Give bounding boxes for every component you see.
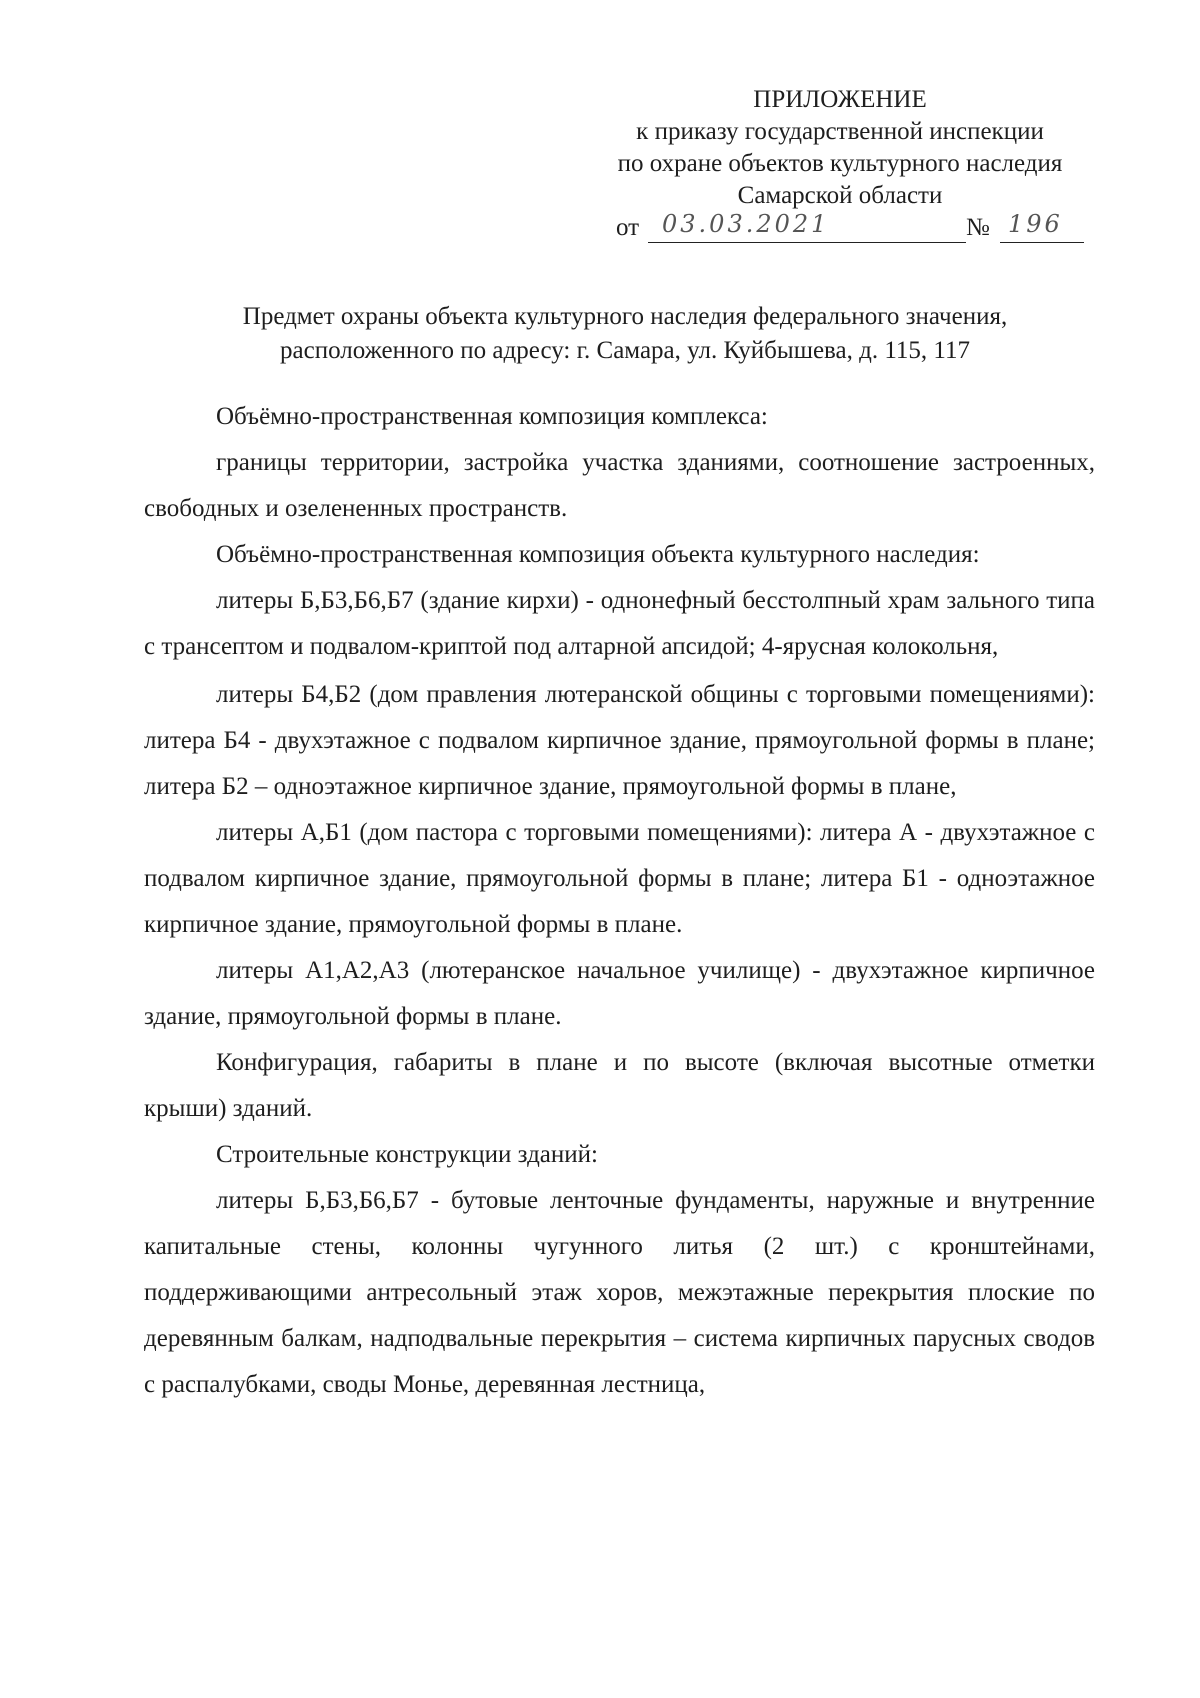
title-line-1: Предмет охраны объекта культурного наследия федерального значения,	[242, 303, 1008, 330]
title-line-2: расположенного по адресу: г. Самара, ул. Куйбышева, д. 115, 117	[280, 337, 970, 364]
document-body	[144, 394, 1095, 1408]
order-date-field	[648, 212, 966, 243]
paragraph: литеры Б4,Б2 (дом правления лютеранской общины с торговыми помещениями): литера Б4 - двухэтажное с подвалом кирпичное здание, прямоугольной формы в плане; литера Б2 – одноэтажное кирпичное здание, прямоугольной формы в плане,	[144, 681, 1095, 800]
paragraph: границы территории, застройка участка зданиями, соотношение застроенных, свободных и озелененных пространств.	[144, 449, 1095, 522]
appendix-line-3: Самарской области	[737, 182, 943, 209]
order-reference-line	[616, 212, 1086, 246]
document-title	[150, 300, 1100, 368]
paragraph: литеры Б,Б3,Б6,Б7 - бутовые ленточные фундаменты, наружные и внутренние капитальные стены, колонны чугунного литья (2 шт.) с кронштейнами, поддерживающими антресольный этаж хоров, межэтажные перекрытия плоские по деревянным балкам, надподвальные перекрытия – система кирпичных парусных сводов с распалубками, своды Монье, деревянная лестница,	[144, 1187, 1095, 1398]
paragraph: Конфигурация, габариты в плане и по высоте (включая высотные отметки крыши) зданий.	[144, 1049, 1095, 1122]
paragraph: литеры Б,Б3,Б6,Б7 (здание кирхи) - однонефный бесстолпный храм зального типа с трансептом и подвалом-криптой под алтарной апсидой; 4-ярусная колокольня,	[144, 587, 1095, 660]
paragraph: литеры А1,А2,А3 (лютеранское начальное училище) - двухэтажное кирпичное здание, прямоугольной формы в плане.	[144, 957, 1095, 1030]
appendix-title: ПРИЛОЖЕНИЕ	[753, 86, 927, 113]
paragraph: Объёмно-пространственная композиция комплекса:	[216, 403, 768, 430]
from-label: от	[616, 214, 640, 241]
paragraph: литеры А,Б1 (дом пастора с торговыми помещениями): литера А - двухэтажное с подвалом кирпичное здание, прямоугольной формы в плане; литера Б1 - одноэтажное кирпичное здание, прямоугольной формы в плане.	[144, 819, 1095, 938]
handwritten-number: 196	[1008, 210, 1063, 238]
paragraph: Объёмно-пространственная композиция объекта культурного наследия:	[216, 541, 980, 568]
appendix-line-2: по охране объектов культурного наследия	[617, 150, 1063, 177]
order-number-field	[1000, 212, 1084, 243]
number-label: №	[966, 214, 990, 241]
handwritten-date: 03.03.2021	[662, 210, 830, 238]
appendix-line-1: к приказу государственной инспекции	[636, 118, 1044, 145]
appendix-header-block	[560, 84, 1120, 212]
paragraph: Строительные конструкции зданий:	[216, 1141, 598, 1168]
